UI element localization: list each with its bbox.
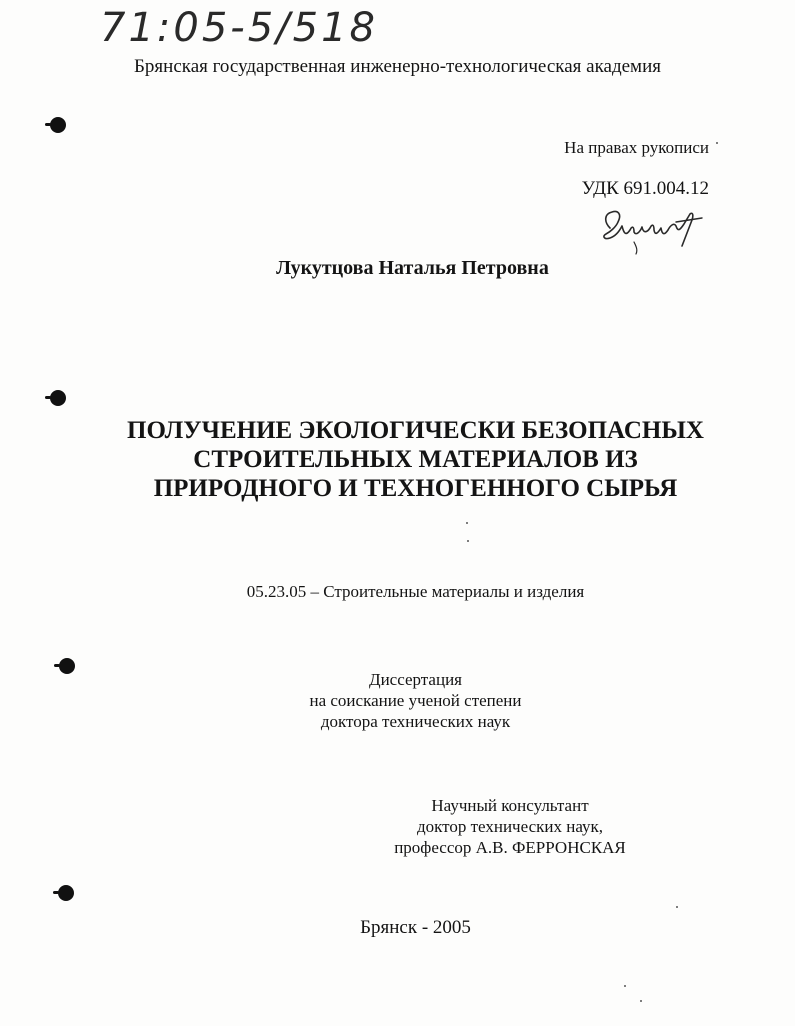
dissertation-title (0, 416, 795, 503)
author-signature (598, 200, 708, 258)
scan-speck (466, 522, 468, 524)
degree-statement (0, 669, 795, 732)
institution-name: Брянская государственная инженерно-технологическая академия (134, 56, 661, 77)
title-line: СТРОИТЕЛЬНЫХ МАТЕРИАЛОВ ИЗ (193, 446, 638, 473)
title-line: ПОЛУЧЕНИЕ ЭКОЛОГИЧЕСКИ БЕЗОПАСНЫХ (127, 417, 704, 444)
scan-speck (624, 985, 626, 987)
city-year: Брянск - 2005 (360, 917, 471, 938)
udk-code: УДК 691.004.12 (581, 178, 709, 199)
scan-speck (716, 142, 718, 144)
author-name: Лукутцова Наталья Петровна (276, 257, 549, 279)
archive-number-handwritten: 71:05-5/518 (100, 5, 378, 51)
punch-hole-mark (50, 390, 66, 406)
manuscript-rights-note: На правах рукописи (564, 138, 709, 157)
title-line: ПРИРОДНОГО И ТЕХНОГЕННОГО СЫРЬЯ (153, 475, 678, 502)
advisor-line: профессор А.В. ФЕРРОНСКАЯ (394, 838, 626, 857)
specialty-code: 05.23.05 – Строительные материалы и изделия (246, 582, 585, 601)
degree-line: на соискание ученой степени (309, 691, 522, 710)
scan-speck (640, 1000, 642, 1002)
punch-hole-mark (58, 885, 74, 901)
advisor-line: Научный консультант (431, 796, 589, 815)
scientific-advisor (330, 795, 690, 858)
punch-hole-mark (50, 117, 66, 133)
scan-speck (467, 540, 469, 542)
scan-speck (676, 906, 678, 908)
advisor-line: доктор технических наук, (416, 817, 604, 836)
degree-line: Диссертация (368, 670, 462, 689)
degree-line: доктора технических наук (320, 712, 511, 731)
